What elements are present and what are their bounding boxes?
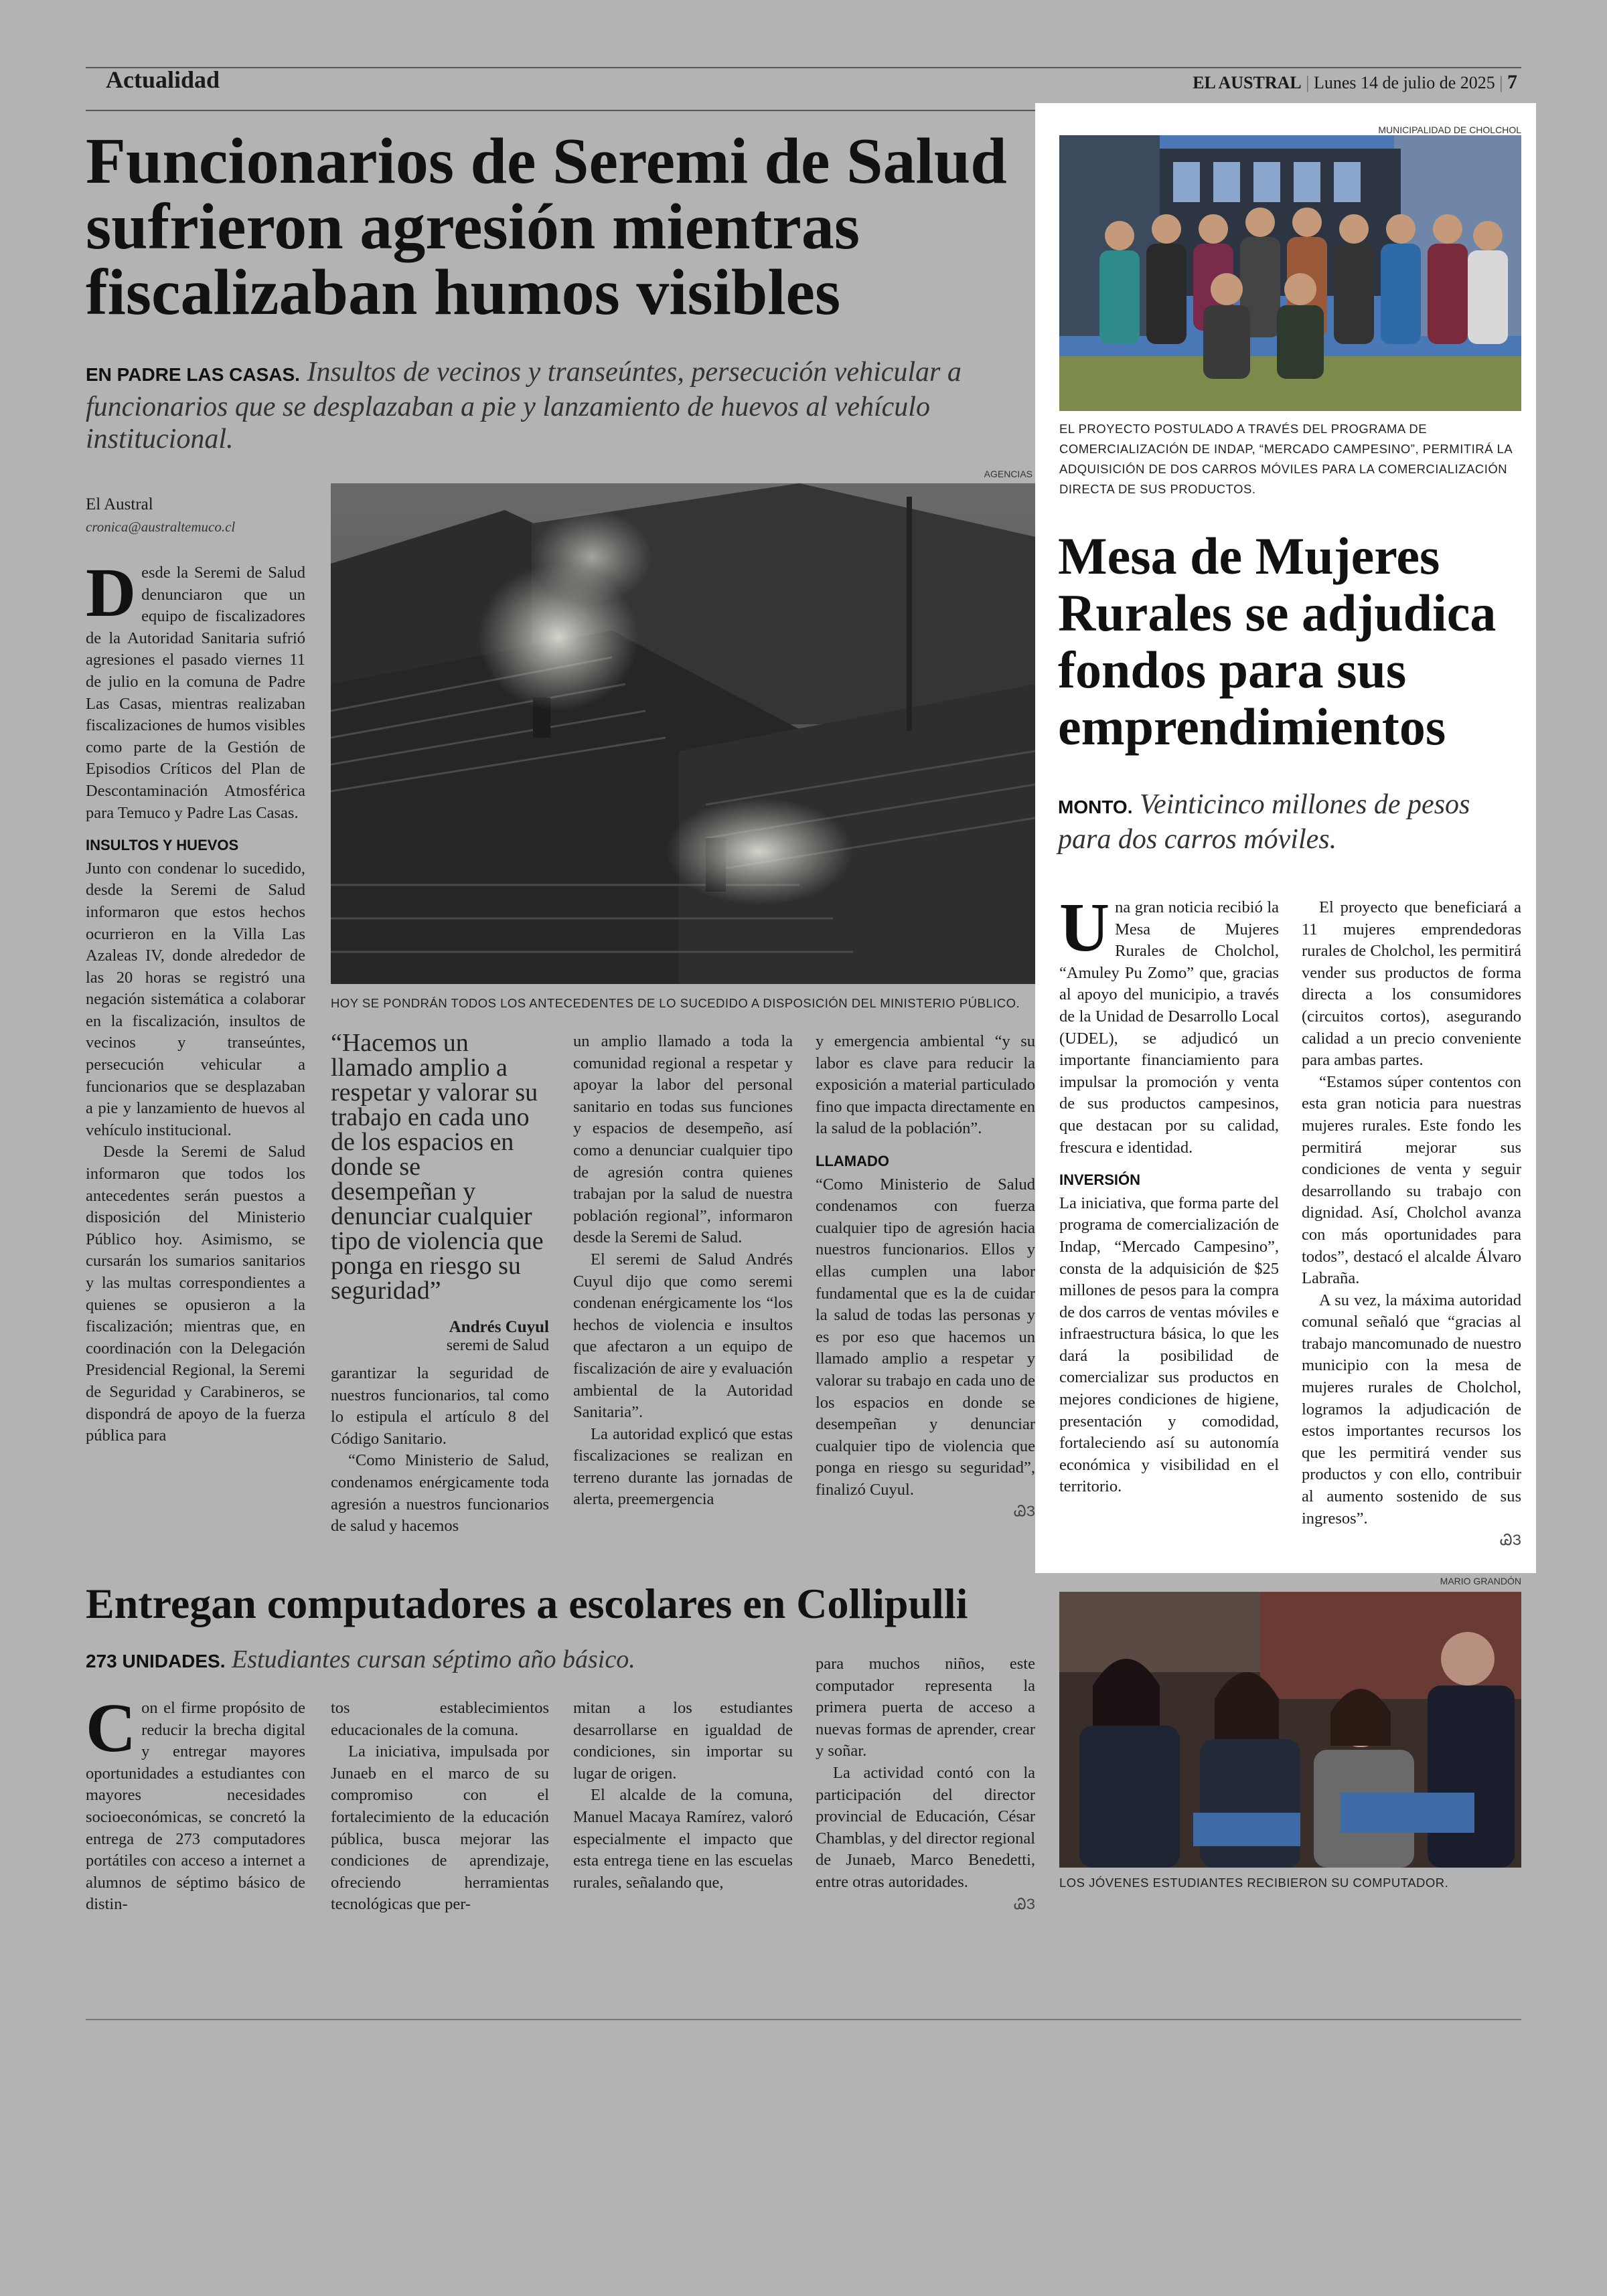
paragraph: para muchos niños, este computador representa la primera puerta de acceso a nuevas formas de aprender, crear y soñar. <box>816 1655 1035 1760</box>
article3-headline: Entregan computadores a escolares en Collipulli <box>86 1580 968 1627</box>
article2-column-2 <box>1302 897 1521 1552</box>
deck-text: Insultos de vecinos y transeúntes, persecución vehicular a funcionarios que se desplazaban a pie y lanzamiento de huevos al vehículo institucional. <box>86 357 962 455</box>
quote-role: seremi de Salud <box>446 1337 549 1354</box>
page-number: 7 <box>1507 71 1517 93</box>
paragraph: mitan a los estudiantes desarrollarse en igualdad de condiciones, sin importar su lugar de origen. <box>573 1699 793 1783</box>
photo-credit: MARIO GRANDÓN <box>1440 1576 1521 1586</box>
article1-column-2 <box>331 1363 549 1538</box>
paragraph: “Estamos súper contentos con esta gran noticia para nuestras mujeres rurales. Este fondo les permitirá mejorar sus condiciones de venta y seguir desarrollando su trabajo con dignidad. Así, Cholchol avanza con más oportunidades para todos”, destacó el alcalde Álvaro Labraña. <box>1302 1072 1521 1288</box>
headline-line: fondos para sus <box>1058 641 1407 699</box>
headline-line: fiscalizaban humos visibles <box>86 256 841 329</box>
headline-line: Mesa de Mujeres <box>1058 527 1440 585</box>
paragraph: on el firme propósito de reducir la brecha digital y entregar mayores oportunidades a estudiantes con mayores necesidades socioeconómicas, se concretó la entrega de 273 computadores portátiles con acceso a internet a alumnos de séptimo básico de distin- <box>86 1699 305 1914</box>
issue-date: Lunes 14 de julio de 2025 <box>1313 73 1495 92</box>
photo-credit: AGENCIAS <box>984 469 1032 479</box>
byline-email: cronica@australtemuco.cl <box>86 519 236 535</box>
headline-line: Funcionarios de Seremi de Salud <box>86 125 1007 197</box>
photo-caption: LOS JÓVENES ESTUDIANTES RECIBIERON SU COMPUTADOR. <box>1059 1876 1449 1890</box>
smoke-photo <box>331 483 1035 984</box>
paragraph: “Como Ministerio de Salud, condenamos enérgicamente toda agresión a nuestros funcionarios de salud y hacemos <box>331 1451 549 1536</box>
subhead: INSULTOS Y HUEVOS <box>86 837 239 854</box>
headline-line: Rurales se adjudica <box>1058 584 1497 642</box>
dropcap: D <box>86 554 137 631</box>
paragraph: El alcalde de la comuna, Manuel Macaya Ramírez, valoró especialmente el impacto que esta entrega tiene en las escuelas rurales, señalando que, <box>573 1786 793 1892</box>
paragraph: A su vez, la máxima autoridad comunal señaló que “gracias al trabajo mancomunado de nuestro municipio con la mesa de mujeres rurales de Cholchol, logramos la adjudicación de estos importantes recursos los que les permitirá vender sus productos y con ello, contribuir al aumento sostenido de sus ingresos”. <box>1302 1291 1521 1528</box>
article1-column-4 <box>816 1031 1035 1523</box>
subhead: LLAMADO <box>816 1152 889 1169</box>
end-mark: ᏊЗ <box>1500 1532 1521 1549</box>
article3-column-4 <box>816 1653 1035 1915</box>
article2-headline <box>1058 527 1527 755</box>
article2-deck <box>1058 789 1520 855</box>
paper-name: EL AUSTRAL <box>1193 73 1302 92</box>
article1-column-1 <box>86 554 305 1447</box>
paragraph: y emergencia ambiental “y su labor es clave para reducir la exposición a material particulado fino que impacta directamente en la salud de la población”. <box>816 1032 1035 1138</box>
article3-column-1 <box>86 1690 305 1916</box>
end-mark: ᏊЗ <box>1014 1895 1035 1912</box>
quote-text: “Hacemos un llamado amplio a respetar y valorar su trabajo en cada uno de los espacios en donde se desempeñan y denunciar cualquier tipo de violencia que ponga en riesgo su seguridad” <box>331 1029 544 1305</box>
dropcap: C <box>86 1690 137 1767</box>
paragraph: esde la Seremi de Salud denunciaron que un equipo de fiscalizadores de la Autoridad Sanitaria sufrió agresiones el pasado viernes 11 de julio en la comuna de Padre Las Casas, mientras realizaban fiscalizaciones de humos visibles como parte de la Gestión de Episodios Críticos del Plan de Descontaminación Atmosférica para Temuco y Padre Las Casas. <box>86 564 305 822</box>
students-photo <box>1059 1592 1521 1868</box>
masthead: EL AUSTRAL | Lunes 14 de julio de 2025 | 7 <box>1193 71 1517 93</box>
paragraph: un amplio llamado a toda la comunidad regional a respetar y apoyar la labor del personal sanitario en todas sus funciones y espacios de desempeño, así como a denunciar cualquier tipo de agresión contra quienes trabajan por la salud de nuestra población regional”, informaron desde la Seremi de Salud. <box>573 1032 793 1247</box>
group-photo <box>1059 135 1521 411</box>
paragraph: La actividad contó con la participación del director provincial de Educación, César Chamblas, y del director regional de Junaeb, Marco Benedetti, entre otras autoridades. <box>816 1763 1035 1891</box>
paragraph: Desde la Seremi de Salud informaron que todos los antecedentes serán puestos a disposición del Ministerio Público hoy. Asimismo, se cursarán los sumarios sanitarios y las multas correspondientes a quienes se opusieron a la fiscalización; mientras que, en coordinación con la Delegación Presidencial Regional, la Seremi de Seguridad y Carabineros, se dispondrá de apoyo de la fuerza pública para <box>86 1143 305 1445</box>
paragraph: La iniciativa, que forma parte del programa de comercialización de Indap, “Mercado Campesino”, consta de la adquisición de $25 millones de pesos para la compra de dos carros de ventas móviles e infraestructura básica, lo que les dará la posibilidad de comercializar sus productos en mejores condiciones de higiene, presentación y comodidad, fortaleciendo así su autonomía económica y visibilidad en el territorio. <box>1059 1194 1279 1496</box>
kicker: MONTO. <box>1058 797 1133 817</box>
kicker: 273 UNIDADES. <box>86 1651 226 1671</box>
paragraph: La autoridad explicó que estas fiscalizaciones se realizan en terreno durante las jornadas de alerta, preemergencia <box>573 1424 793 1509</box>
paragraph: “Como Ministerio de Salud condenamos con fuerza cualquier tipo de agresión hacia nuestros funcionarios. Ellos y ellas cumplen una labor fundamental que es la de cuidar la salud de todas las personas y es por eso que hacemos un llamado amplio a respetar y valorar su trabajo en cada uno de los espacios en donde se desempeñan y denunciar cualquier tipo de violencia que ponga en riesgo su seguridad”, finalizó Cuyul. <box>816 1175 1035 1499</box>
paragraph: El seremi de Salud Andrés Cuyul dijo que como seremi condenan enérgicamente los “los hechos de violencia e insultos que afectaron a un equipo de fiscalización de aire y evaluación ambiental de la Autoridad Sanitaria”. <box>573 1250 793 1422</box>
deck-text: Estudiantes cursan séptimo año básico. <box>232 1645 635 1673</box>
article2-column-1 <box>1059 889 1279 1498</box>
article3-column-3 <box>573 1698 793 1894</box>
pull-quote <box>331 1031 549 1355</box>
dropcap: U <box>1059 889 1110 966</box>
paragraph: na gran noticia recibió la Mesa de Mujeres Rurales de Cholchol, “Amuley Pu Zomo” que, gracias al apoyo del municipio, a través de la Unidad de Desarrollo Local (UDEL), se adjudicó un importante financiamiento para impulsar la promoción y venta de sus productos campesinos, que destacan por su calidad, frescura e identidad. <box>1059 898 1279 1157</box>
end-mark: ᏊЗ <box>1014 1503 1035 1520</box>
headline-line: sufrieron agresión mientras <box>86 191 860 263</box>
headline-line: emprendimientos <box>1058 698 1446 756</box>
subhead: INVERSIÓN <box>1059 1171 1141 1189</box>
photo-caption: EL PROYECTO POSTULADO A TRAVÉS DEL PROGRAMA DE COMERCIALIZACIÓN DE INDAP, “MERCADO CAMPESINO”, PERMITIRÁ LA ADQUISICIÓN DE DOS CARROS MÓVILES PARA LA COMERCIALIZACIÓN DIRECTA DE SUS PRODUCTOS. <box>1059 422 1513 496</box>
kicker: EN PADRE LAS CASAS. <box>86 364 300 385</box>
paragraph: Junto con condenar lo sucedido, desde la Seremi de Salud informaron que estos hechos ocurrieron en la Villa Las Azaleas IV, donde alrededor de las 20 horas se registró una negación sistemática a colaborar en la fiscalización, insultos de vecinos y transeúntes, persecución vehicular a funcionarios que se desplazaban a pie y lanzamiento de huevos al vehículo institucional. <box>86 859 305 1139</box>
photo-credit: MUNICIPALIDAD DE CHOLCHOL <box>1378 125 1521 135</box>
article1-deck <box>86 356 1037 455</box>
byline: El Austral <box>86 495 153 513</box>
paragraph: tos establecimientos educacionales de la comuna. <box>331 1699 549 1739</box>
paragraph: garantizar la seguridad de nuestros funcionarios, tal como lo estipula el artículo 8 del Código Sanitario. <box>331 1364 549 1448</box>
article1-column-3 <box>573 1031 793 1511</box>
article3-column-2 <box>331 1698 549 1916</box>
paragraph: La iniciativa, impulsada por Junaeb en el marco de su compromiso con el fortalecimiento de la educación pública, busca mejorar las condiciones de aprendizaje, ofreciendo herramientas tecnológicas que per- <box>331 1742 549 1914</box>
article1-headline <box>86 125 1050 329</box>
paragraph: El proyecto que beneficiará a 11 mujeres emprendedoras rurales de Cholchol, les permitirá vender sus productos de forma directa a los consumidores (circuitos cortos), asegurando calidad a un precio conveniente para ambas partes. <box>1302 898 1521 1070</box>
quote-author: Andrés Cuyul <box>449 1318 549 1336</box>
section-label: Actualidad <box>106 66 220 93</box>
deck-text: Veinticinco millones de pesos para dos carros móviles. <box>1058 789 1470 855</box>
photo-caption: HOY SE PONDRÁN TODOS LOS ANTECEDENTES DE LO SUCEDIDO A DISPOSICIÓN DEL MINISTERIO PÚBLICO. <box>331 996 1020 1010</box>
